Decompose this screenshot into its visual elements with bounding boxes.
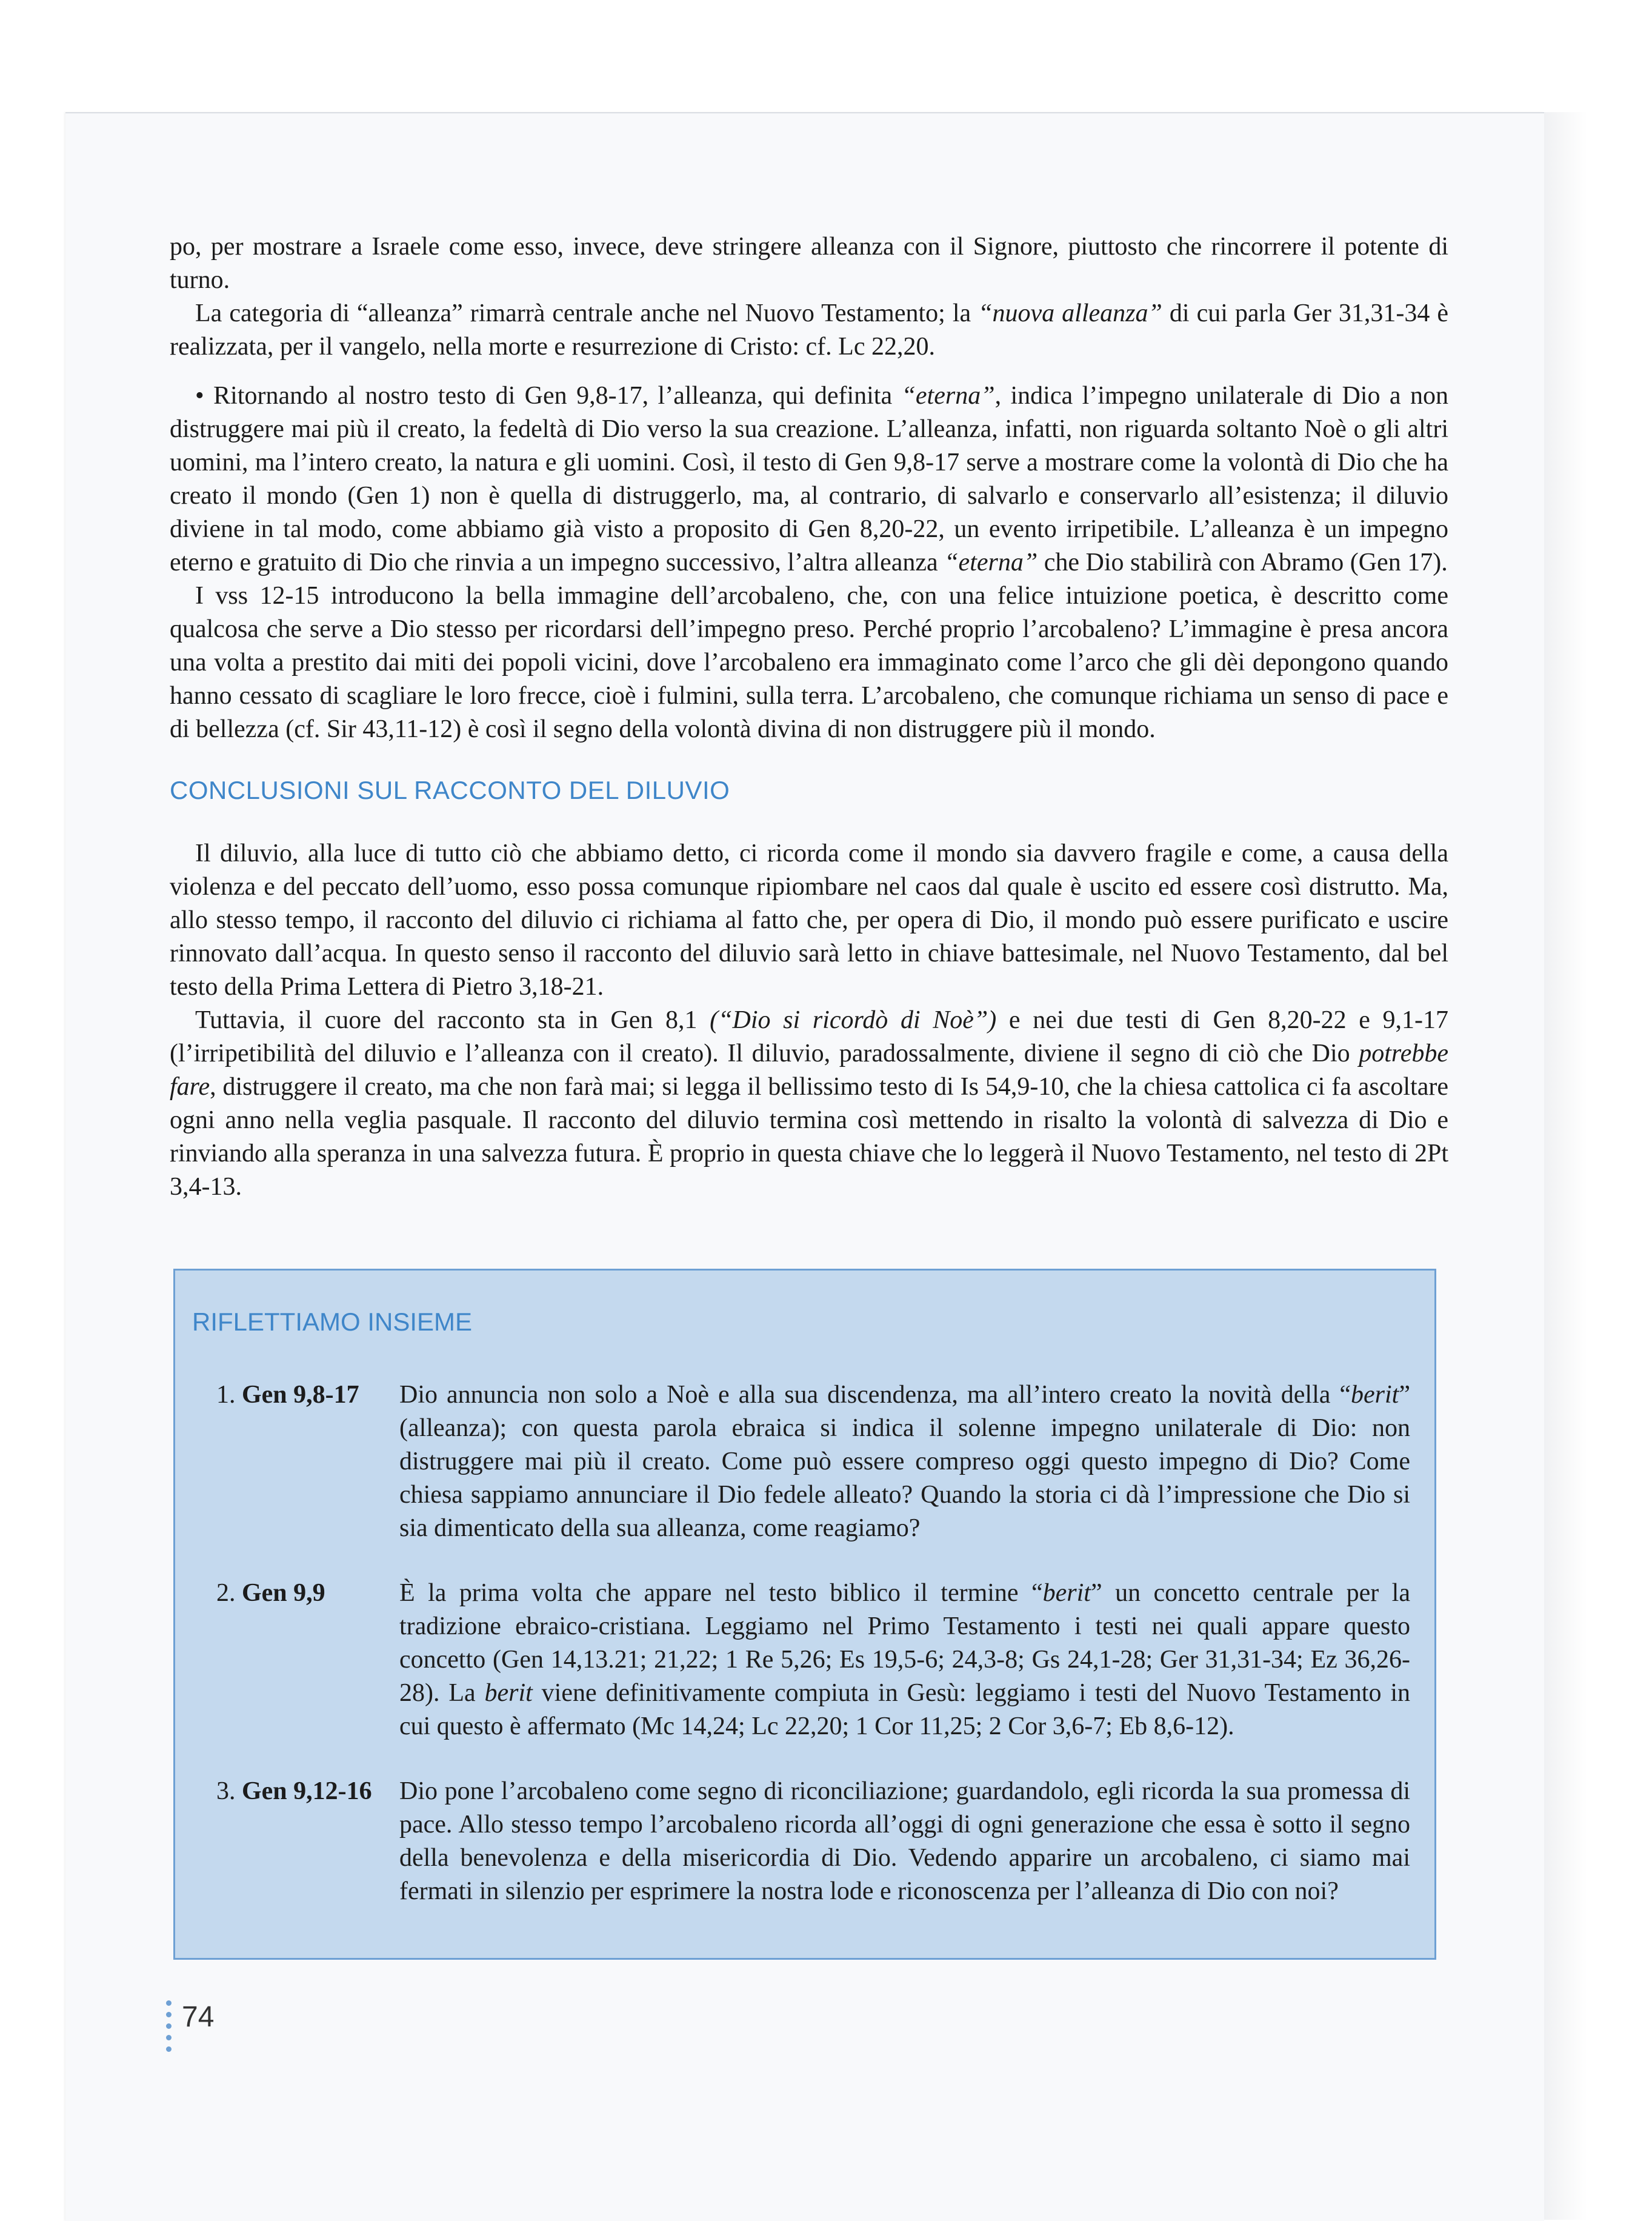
text-run: , indica l’impegno unilaterale di Dio a non distruggere mai più il creato, la fedeltà di Dio verso la sua creazione. L’alleanza, infatti, non riguarda soltanto Noè o gli altri uomini, ma l’intero creato, la natura e gli uomini. Così, il testo di Gen 9,8-17 serve a mostrare come la volontà di Dio che ha creato il mondo (Gen 1) non è quella di distruggerlo, ma, al contrario, di salvarlo e conservarlo all’esistenza; il diluvio diviene in tal modo, come abbiamo già visto a proposito di Gen 8,20-22, un evento irripetibile. L’alleanza è un impegno eterno e gratuito di Dio che rinvia a un impegno successivo, l’altra alleanza: [170, 382, 1449, 576]
page-number: 74: [182, 2001, 215, 2033]
paragraph: Il diluvio, alla luce di tutto ciò che abbiamo detto, ci ricorda come il mondo sia davvero fragile e come, a causa della violenza e del peccato dell’uomo, esso possa comunque ripiombare nel caos dal quale è uscito ed essere così distrutto. Ma, allo stesso tempo, il racconto del diluvio ci richiama al fatto che, per opera di Dio, il mondo può essere purificato e uscire rinnovato dall’acqua. In questo senso il racconto del diluvio sarà letto in chiave battesimale, nel Nuovo Testamento, dal bel testo della Prima Lettera di Pietro 3,18-21.: [170, 840, 1448, 1001]
text-run: ” (alleanza); con questa parola ebraica si indica il solenne impegno unilaterale di Dio: non distruggere mai più il creato. Come può essere compreso oggi questo impegno di Dio? Come chiesa sappiamo annunciare il Dio fedele alleato? Quando la storia ci dà l’impressione che Dio si sia dimenticato della sua alleanza, come reagiamo?: [399, 1381, 1410, 1542]
text-run: ” un concetto centrale per la tradizione ebraico-cristiana. Leggiamo nel Primo Testamento i testi nei quali appare questo concetto (Gen 14,13.21; 21,22; 1 Re 5,26; Es 19,5-6; 24,3-8; Gs 24,1-28; Ger 31,31-34; Ez 36,26-28). La: [399, 1579, 1410, 1707]
italic-run: (“Dio si ricordò di Noè”): [710, 1006, 997, 1034]
page-edge: [1544, 112, 1652, 2220]
text-run: e nei due testi di Gen 8,20-22 e 9,1-17 (l’irripetibilità del diluvio e l’alleanza con il creato). Il diluvio, paradossalmente, diviene il segno di ciò che Dio: [170, 1006, 1449, 1067]
text-run: Dio annuncia non solo a Noè e alla sua discendenza, ma all’intero creato la novità della “: [399, 1381, 1351, 1409]
item-text: [399, 1378, 1410, 1545]
dot: [166, 2000, 172, 2006]
paragraph: [170, 297, 1448, 364]
text-run: • Ritornando al nostro testo di Gen 9,8-17, l’alleanza, qui definita: [195, 382, 902, 410]
text-run: La categoria di “alleanza” rimarrà centrale anche nel Nuovo Testamento; la: [195, 299, 979, 327]
item-reference: [192, 1775, 399, 1908]
italic-run: “nuova alleanza”: [978, 299, 1162, 327]
item-number: 3.: [216, 1777, 236, 1805]
dot: [166, 2023, 172, 2029]
page-dots-decoration: [166, 2000, 173, 2058]
dot: [166, 2035, 172, 2040]
text-run: di cui parla Ger 31,31-34 è realizzata, per il vangelo, nella morte e resurrezione di Cristo: cf. Lc 22,20.: [170, 299, 1448, 361]
item-reference: [192, 1378, 399, 1545]
item-number: 2.: [216, 1579, 236, 1607]
dot: [166, 2012, 172, 2017]
list-item: [192, 1775, 1410, 1908]
item-ref: Gen 9,12-16: [242, 1777, 372, 1805]
item-text: [399, 1577, 1410, 1743]
item-ref: Gen 9,9: [242, 1579, 325, 1607]
italic-run: berit: [484, 1679, 533, 1707]
box-title: RIFLETTIAMO INSIEME: [192, 1308, 473, 1336]
text-run: Tuttavia, il cuore del racconto sta in Gen 8,1: [195, 1006, 710, 1034]
paragraph: [170, 1004, 1448, 1204]
italic-run: berit: [1042, 1579, 1091, 1607]
dot: [166, 2046, 172, 2052]
italic-run: “eterna”: [944, 549, 1038, 576]
text-run: Dio pone l’arcobaleno come segno di riconciliazione; guardandolo, egli ricorda la sua promessa di pace. Allo stesso tempo l’arcobaleno ricorda all’oggi di ogni generazione che essa è sotto il segno della benevolenza e della misericordia di Dio. Vedendo apparire un arcobaleno, ci siamo mai fermati in silenzio per esprimere la nostra lode e riconoscenza per l’alleanza di Dio con noi?: [399, 1777, 1410, 1905]
item-reference: [192, 1577, 399, 1743]
list-item: [192, 1577, 1410, 1743]
reflection-box: [173, 1269, 1436, 1960]
italic-run: “eterna”: [901, 382, 995, 410]
paragraph: po, per mostrare a Israele come esso, invece, deve stringere alleanza con il Signore, piuttosto che rincorrere il potente di turno.: [170, 233, 1448, 294]
text-run: viene definitivamente compiuta in Gesù: leggiamo i testi del Nuovo Testamento in cui questo è affermato (Mc 14,24; Lc 22,20; 1 Cor 11,25; 2 Cor 3,6-7; Eb 8,6-12).: [399, 1679, 1410, 1740]
paragraph: [170, 379, 1448, 579]
body-text: [170, 230, 1448, 1204]
text-run: È la prima volta che appare nel testo biblico il termine “: [399, 1579, 1043, 1607]
list-item: [192, 1378, 1410, 1545]
paragraph: I vss 12-15 introducono la bella immagine dell’arcobaleno, che, con una felice intuizione poetica, è descritto come qualcosa che serve a Dio stesso per ricordarsi dell’impegno preso. Perché proprio l’arcobaleno? L’immagine è presa ancora una volta a prestito dai miti dei popoli vicini, dove l’arcobaleno era immaginato come l’arco che gli dèi depongono quando hanno cessato di scagliare le loro frecce, cioè i fulmini, sulla terra. L’arcobaleno, che comunque richiama un senso di pace e di bellezza (cf. Sir 43,11-12) è così il segno della volontà divina di non distruggere più il mondo.: [170, 582, 1448, 743]
item-ref: Gen 9,8-17: [242, 1381, 359, 1409]
italic-run: berit: [1351, 1381, 1399, 1409]
item-text: [399, 1775, 1410, 1908]
text-run: che Dio stabilirà con Abramo (Gen 17).: [1037, 549, 1448, 576]
italic-run: potrebbe fare: [170, 1040, 1448, 1101]
section-heading: CONCLUSIONI SUL RACCONTO DEL DILUVIO: [170, 776, 730, 804]
text-run: , distruggere il creato, ma che non farà mai; si legga il bellissimo testo di Is 54,9-10, che la chiesa cattolica ci fa ascoltare ogni anno nella veglia pasquale. Il racconto del diluvio termina così mettendo in risalto la volontà di salvezza di Dio e rinviando alla speranza in una salvezza futura. È proprio in questa chiave che lo leggerà il Nuovo Testamento, nel testo di 2Pt 3,4-13.: [170, 1073, 1448, 1201]
item-number: 1.: [216, 1381, 236, 1409]
